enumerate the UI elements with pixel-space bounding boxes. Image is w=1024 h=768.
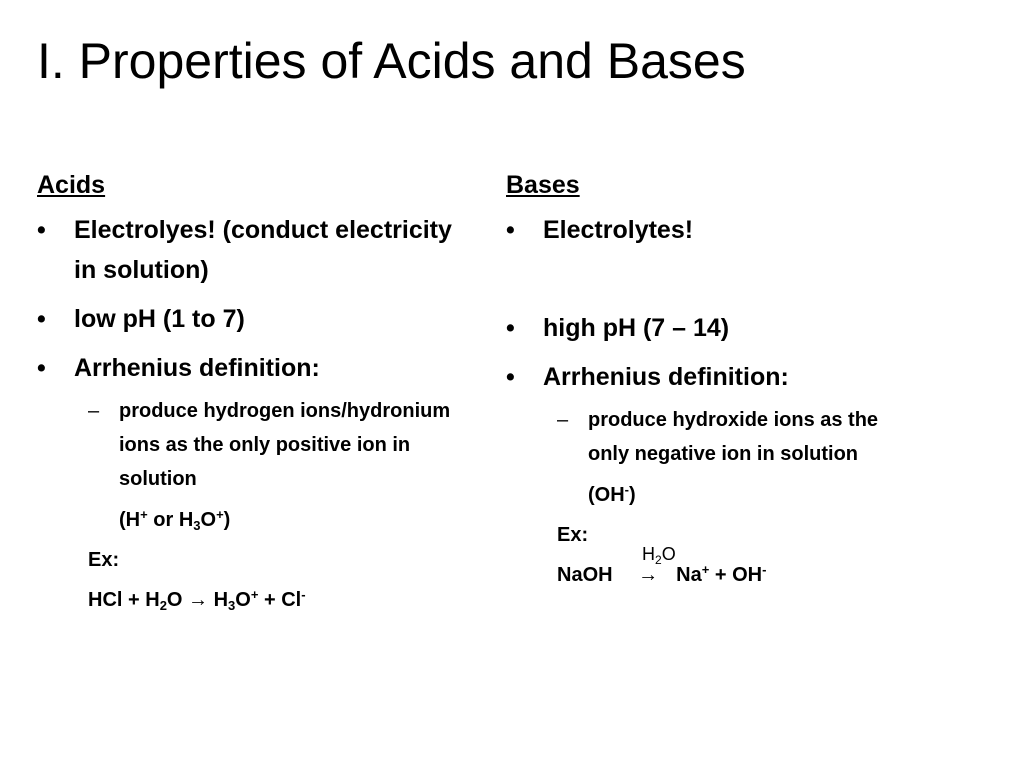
bullet-dot-icon: • xyxy=(506,216,515,244)
ion-text: (H xyxy=(119,509,141,531)
dash-icon: – xyxy=(88,400,100,422)
ion-subscript: 3 xyxy=(193,518,201,533)
equation-text: + Cl xyxy=(258,589,302,611)
ion-text: ) xyxy=(223,509,231,531)
slide-title: I. Properties of Acids and Bases xyxy=(37,33,746,89)
bases-bullet-electrolytes xyxy=(506,210,946,250)
acids-column xyxy=(37,170,477,620)
equation-text: HCl + H xyxy=(88,589,160,611)
acids-bullet-ph xyxy=(37,299,477,339)
solvent-text: O xyxy=(661,544,676,564)
acids-ions-line xyxy=(37,500,477,540)
equation-charge: - xyxy=(301,587,306,602)
equation-charge: - xyxy=(762,562,767,577)
dash-icon: – xyxy=(557,409,569,431)
equation-charge: + xyxy=(250,587,259,602)
bullet-dot-icon: • xyxy=(506,363,515,391)
solvent-text: H xyxy=(642,544,655,564)
bullet-dot-icon: • xyxy=(506,314,515,342)
ion-text: (OH xyxy=(588,484,625,506)
ion-charge: + xyxy=(216,507,224,522)
ion-text: or H xyxy=(147,509,194,531)
ion-text: O xyxy=(200,509,217,531)
equation-text: NaOH xyxy=(557,564,613,586)
bases-subbullet xyxy=(506,403,918,471)
bases-bullet-arrhenius xyxy=(506,357,946,397)
acids-bullet-arrhenius xyxy=(37,348,477,388)
acids-equation xyxy=(37,580,477,620)
acids-subbullet-text: produce hydrogen ions/hydronium ions as the only positive ion in solution xyxy=(119,400,451,490)
bases-example-label: Ex: xyxy=(557,524,589,546)
acids-bullet-text: Arrhenius definition: xyxy=(74,354,320,382)
acids-bullet-text: Electrolyes! (conduct electricity in solution) xyxy=(74,216,452,284)
bases-bullet-text: Arrhenius definition: xyxy=(543,363,789,391)
equation-text: H xyxy=(208,589,229,611)
bases-heading: Bases xyxy=(506,171,580,199)
acids-heading: Acids xyxy=(37,171,106,199)
bases-ions-line xyxy=(506,475,946,515)
equation-text: O xyxy=(235,589,251,611)
reaction-arrow-icon: → xyxy=(188,589,209,611)
bases-bullet-text: high pH (7 – 14) xyxy=(543,314,730,342)
bases-column xyxy=(506,170,946,595)
bullet-dot-icon: • xyxy=(37,216,46,244)
bases-subbullet-text: produce hydroxide ions as the only negative ion in solution xyxy=(588,409,879,465)
acids-example-label: Ex: xyxy=(88,549,120,571)
equation-text: Na xyxy=(676,564,702,586)
ion-charge: + xyxy=(140,507,148,522)
bases-bullet-text: Electrolytes! xyxy=(543,216,694,244)
bullet-dot-icon: • xyxy=(37,354,46,382)
bases-equation xyxy=(506,544,946,595)
bullet-dot-icon: • xyxy=(37,305,46,333)
ion-text: ) xyxy=(629,484,636,506)
equation-subscript: 2 xyxy=(159,598,167,613)
equation-subscript: 3 xyxy=(228,598,236,613)
acids-subbullet xyxy=(37,394,459,496)
equation-charge: + xyxy=(701,562,710,577)
ion-charge: - xyxy=(624,482,630,497)
reaction-arrow-icon: → xyxy=(638,564,659,586)
equation-text: + OH xyxy=(709,564,763,586)
solvent-label xyxy=(642,544,676,567)
bases-bullet-ph xyxy=(506,308,946,348)
acids-bullet-text: low pH (1 to 7) xyxy=(74,305,245,333)
solvent-subscript: 2 xyxy=(655,553,662,567)
equation-text: O xyxy=(166,589,183,611)
acids-bullet-electrolytes xyxy=(37,210,477,290)
